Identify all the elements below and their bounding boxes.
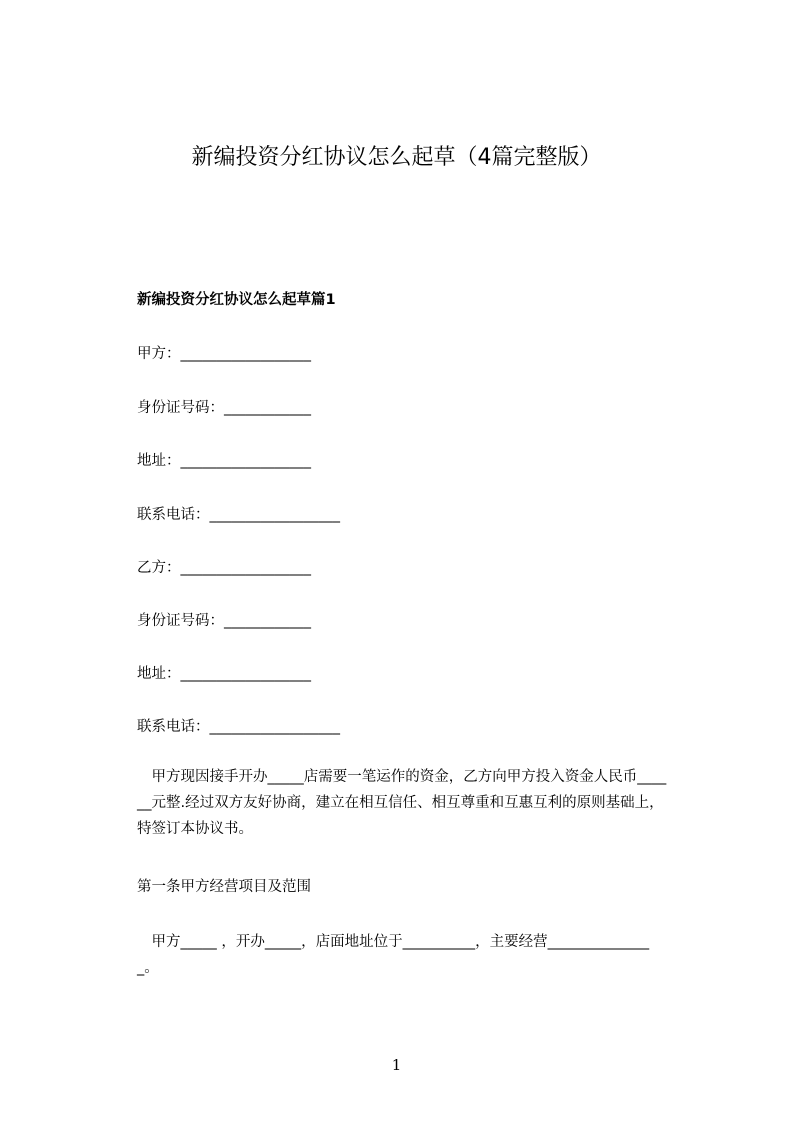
article-1-heading: 第一条甲方经营项目及范围 bbox=[137, 879, 311, 895]
party-b-phone-field: 联系电话：__________________ bbox=[137, 719, 340, 735]
intro-line-2: __元整.经过双方友好协商，建立在相互信任、相互尊重和互惠互利的原则基础上， bbox=[137, 795, 664, 811]
article-1-paragraph bbox=[137, 929, 707, 981]
page-number: 1 bbox=[391, 1056, 402, 1074]
party-a-address-field: 地址：__________________ bbox=[137, 453, 311, 469]
intro-line-1: 甲方现因接手开办_____店需要一笔运作的资金，乙方向甲方投入资金人民币____ bbox=[137, 769, 667, 785]
intro-paragraph bbox=[137, 764, 707, 842]
document-title: 新编投资分红协议怎么起草（4篇完整版） bbox=[191, 145, 602, 170]
intro-line-3: 特签订本协议书。 bbox=[137, 821, 253, 837]
article-1-line-1: 甲方_____ ，开办_____，店面地址位于__________，主要经营______________ bbox=[137, 934, 650, 950]
article-1-line-2: _。 bbox=[137, 960, 159, 976]
party-a-name-field: 甲方：__________________ bbox=[137, 346, 311, 362]
section-heading: 新编投资分红协议怎么起草篇1 bbox=[137, 292, 336, 308]
party-a-phone-field: 联系电话：__________________ bbox=[137, 507, 340, 523]
party-b-address-field: 地址：__________________ bbox=[137, 666, 311, 682]
party-b-id-field: 身份证号码：____________ bbox=[137, 613, 311, 629]
party-b-name-field: 乙方：__________________ bbox=[137, 560, 311, 576]
party-a-id-field: 身份证号码：____________ bbox=[137, 400, 311, 416]
